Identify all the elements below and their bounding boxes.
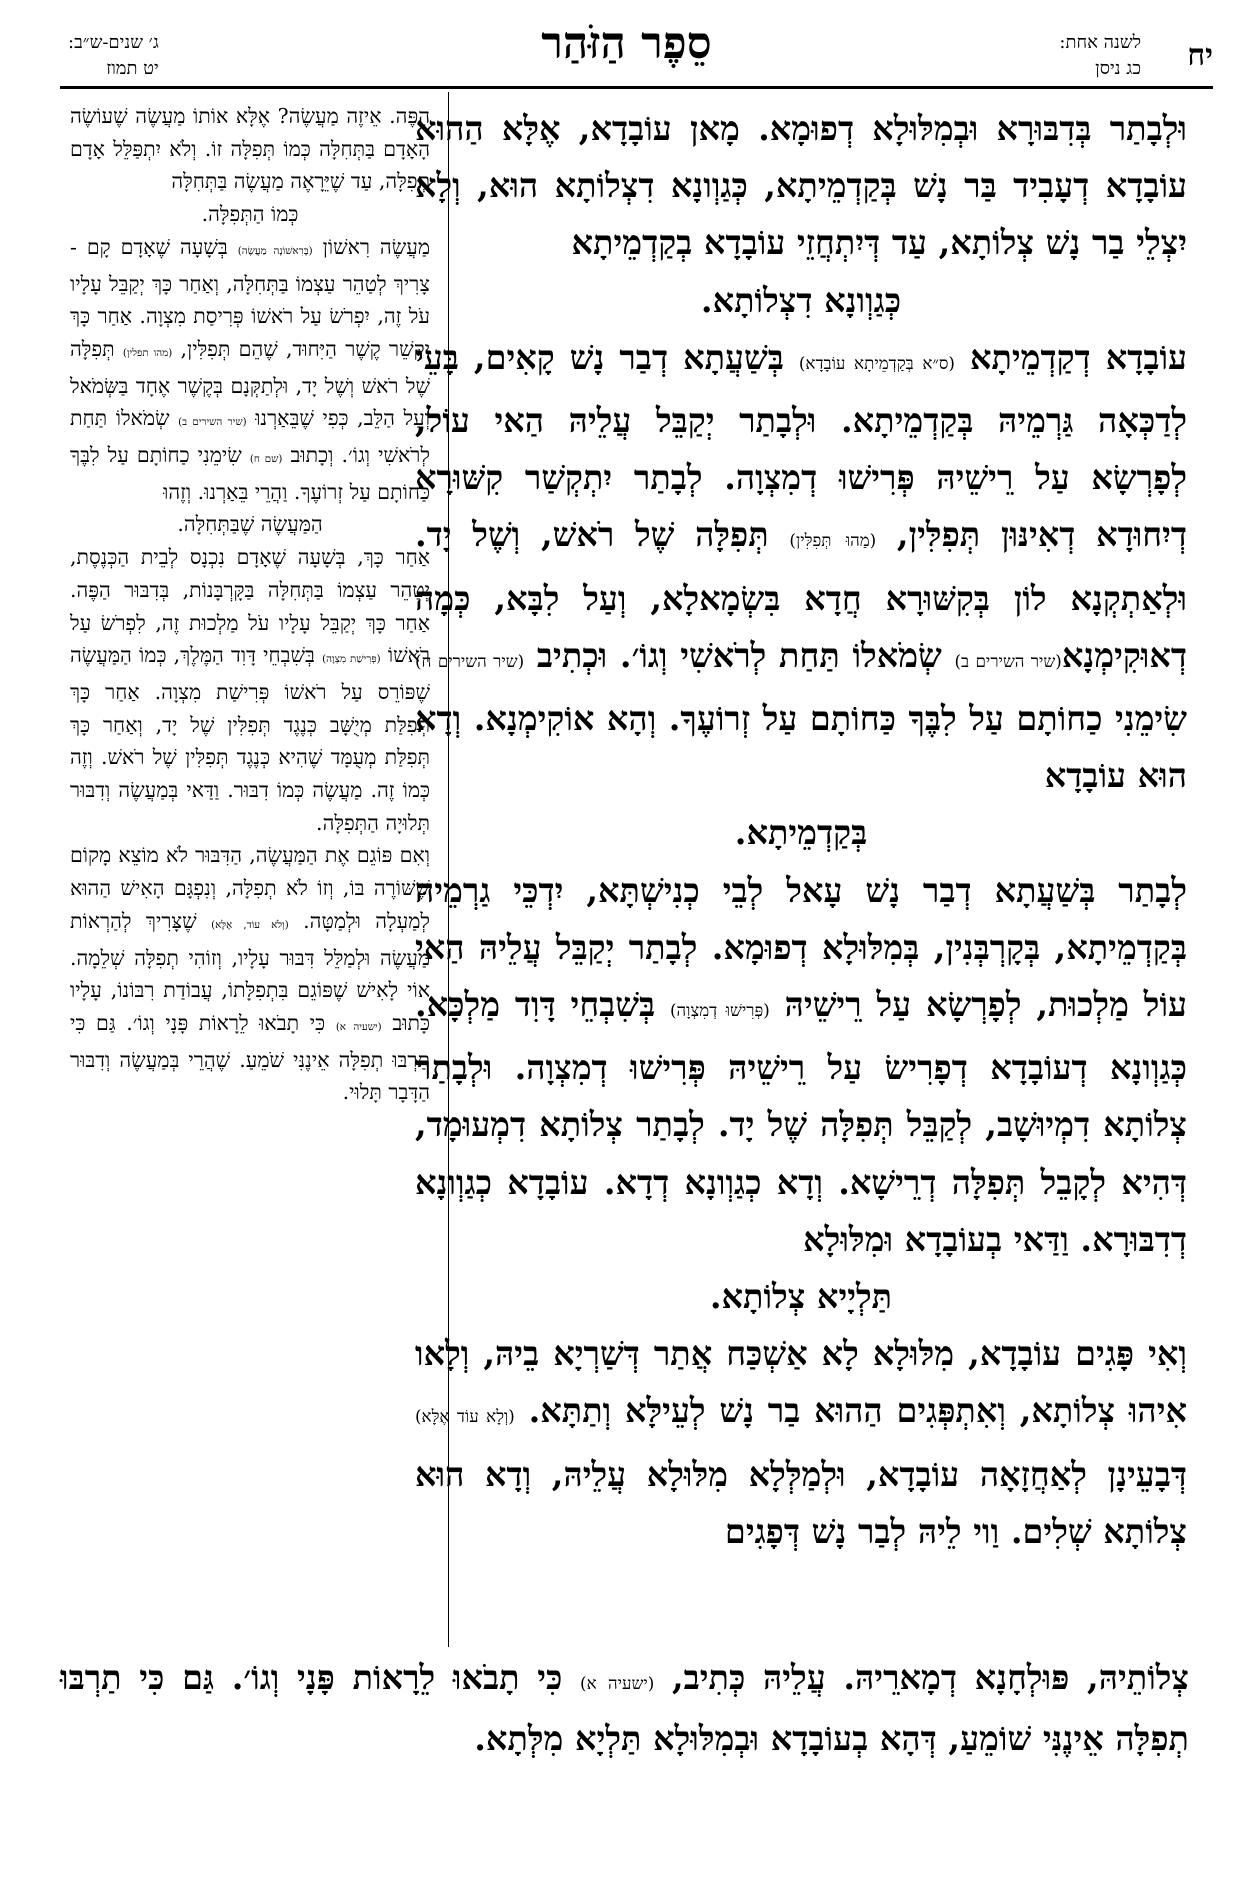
header-schedule-one-year-date: כג ניסן [1095,58,1141,79]
side-text: שִׂימֵנִי כַחוֹתָם עַל לִבֶּךָ כַּחוֹתָם עַל זְרוֹעֶךָ. וַהֲרֵי בֵּאַרְנוּ. וְזֶהוּ [70,443,430,504]
bottom-text: צְלוֹתֵיהּ, פּוּלְחָנָא דְמָארֵיהּ. עֲלֵיהּ כְּתִיב, [671,1658,1189,1697]
side-paragraph [70,231,430,509]
main-paragraph [415,1325,1187,1560]
side-text: מַעֲשֶׂה רִאשׁוֹן [322,234,430,259]
reference: (וְלָא עוֹד אֶלָּא) [415,1406,515,1427]
header-schedule-one-year-label: לשנה אחת: [1059,32,1141,53]
side-paragraph [70,839,430,1109]
reference: (שם ח) [249,453,283,466]
side-paragraph [70,100,430,198]
main-text: וְאִי פָּגִים עוֹבָדָא, מִלּוּלָא לָא אַשְׁכַּח אֲתַר דְּשַׁרְיָא בֵיהּ, וְלָאו אִיהוּ צְלוֹתָא, וְאִתְפְּגִים הַהוּא בַר נָשׁ לְעֵילָּא וְתַתָּא. [415,1334,1187,1431]
main-paragraph [415,100,1187,272]
main-text: לְבָתַר בְּשַׁעֲתָא דְבַר נָשׁ עָאל לְבֵי כְנִישְׁתָּא, יִדְכֵּי גַרְמֵיהּ בְּקַדְמֵיתָא, בְּקָרְבְּנִין, בְּמִלּוּלָא דְפוּמָא. לְבָתַר יְקַבֵּל עֲלֵיהּ הַאי עוֹל מַלְכוּת, לְפָרְשָׂא עַל רֵישֵׁיהּ [415,870,1187,1025]
reference: (שיר השירים ב) [178,416,247,429]
side-paragraph-end: הַמַּעֲשֶׂה שֶׁבַּתְּחִלָּה. [177,512,323,537]
main-text: וּלְבָתַר בְּדִבּוּרָא וּבְמִלּוּלָא דְפוּמָא. מָאן עוֹבָדָא, אֶלָּא הַהוּא עוֹבָדָא דְעָבִיד בַּר נָשׁ בְּקַדְמֵיתָא, כְּגַוְונָא דִצְלוֹתָא הוּא, וְלָא יִצְלֵי בַר נָשׁ צְלוֹתָא, עַד דְּיִתְחֲזֵי עוֹבָדָא בְקַדְמֵיתָא [415,109,1187,263]
reference: (ס״א בְּקַדְמֵיתָא עוֹבָדָא) [798,352,955,373]
main-text: דְּבָעֵינָן לְאַחֲזָאָה עוֹבָדָא, וּלְמַלְּלָא מִלּוּלָא עֲלֵיהּ, וְדָא הוּא צְלוֹתָא שְׁלִים. וַוי לֵיהּ לְבַר נָשׁ דְּפָגִים [415,1454,1187,1551]
main-paragraph [415,862,1187,1268]
side-text: וְאִם פּוֹגֵם אֶת הַמַּעֲשֶׂה, הַדִּבּוּר לֹא מוֹצֵא מָקוֹם שֶׁשּׁוֹרֶה בּוֹ, וְזוֹ לֹא תְפִלָּה, וְנִפְגָּם הָאִישׁ הַהוּא לְמַעְלָה וּלְמַטָּה. [70,843,430,933]
main-text: שִׂימֵנִי כַחוֹתָם עַל לִבֶּךָ כַּחוֹתָם עַל זְרוֹעֶךָ. וְהָא אוֹקִימְנָא. וְדָא הוּא עוֹבָדָא [415,699,1187,796]
side-paragraph [70,541,430,839]
reference: (מהו תפלין) [122,346,173,359]
bottom-paragraph [60,1650,1189,1767]
main-text: עוֹבָדָא דְקַדְמֵיתָא [969,337,1187,377]
main-paragraph-end: תַּלְיָיא צְלוֹתָא. [709,1277,893,1317]
main-text: בְּשַׁעֲתָא דְבַר נָשׁ קָאִים, בָּעֵי לְדַכְּאָה גַּרְמֵיהּ בְּקַדְמֵיתָא. וּלְבָתַר יְקַבֵּל עֲלֵיהּ הַאי עוֹל, לְפָרְשָׂא עַל רֵישֵׁיהּ פְּרִישׁוּ דְמִצְוָה. לְבָתַר יִתְקְשַׁר קִשּׁוּרָא דְיִחוּדָא דְאִינּוּן תְּפִלִּין, [415,337,1187,555]
main-text: תְּפִלָּה שֶׁל רֹאשׁ, וְשֶׁל יָד. וּלְאַתְקְנָא לוֹן בְּקִשּׁוּרָא חֲדָא בִּשְׂמָאלָא, וְעַל לִבָּא, כְּמָה דְאוּקִימְנָא [415,515,1187,675]
reference: (ישעיה א) [335,1020,382,1033]
reference: (בָּרִאשׁוֹנָה מַעֲשֶׂה) [237,244,313,257]
side-text: בְּשָׁעָה שֶׁאָדָם קָם - צָרִיךְ לְטַהֵר עַצְמוֹ בַּתְּחִלָּה, וְאַחַר כָּךְ יְקַבֵּל עָלָיו עֹל זֶה, יִפְרֹשׂ עַל רֹאשׁוֹ פְּרִיסַת מִצְוָה. אַחַר כָּךְ יִקָּשֵׁר קֶשֶׁר הַיִּחוּד, שֶׁהֵם תְּפִלִּין, [70,234,430,361]
reference: (פְּרִישׁוּ דְמִצְוָה) [670,1000,770,1021]
page-title: סֵפֶר הַזֹּהַר [541,18,712,69]
bottom-text-aramaic [60,1650,1189,1767]
bottom-text: כִּי תָבֹאוּ לֵרָאוֹת פָּנָי וְגוֹ׳. גַּם כִּי תַרְבּוּ תְפִלָּה אֵינֶנִּי שׁוֹמֵעַ, דְּהָא בְעוֹבָדָא וּבְמִלּוּלָא תַּלְיָא מִלְּתָא. [60,1658,1189,1758]
header-schedule-three-years [68,30,159,82]
side-text: בְּשִׁבְחֵי דָּוִד הַמֶּלֶךְ, כְּמוֹ הַמַּעֲשֶׂה שֶׁפּוֹרֵס עַל רֹאשׁוֹ פְּרִישַׁת מִצְוָה. אַחַר כָּךְ תְּפִלַּת מְיֻשָּׁב כְּנֶגֶד תְּפִלִּין שֶׁל יָד, וְאַחַר כָּךְ תְּפִלַּת מְעֻמָּד שֶׁהִיא כְּנֶגֶד תְּפִלִּין שֶׁל רֹאשׁ. וְזֶה כְּמוֹ זֶה. מַעֲשֶׂה כְּמוֹ דִבּוּר. וַדַּאי בְּמַעֲשֶׂה וְדִבּוּר תְּלוּיָה הַתְּפִלָּה. [70,643,430,835]
reference: (שיר השירים ח) [415,650,525,671]
reference: (פְּרִישַׁת מִצְוָה) [322,653,381,666]
reference: (וְלֹא עוֹד, אֶלָּא) [211,918,289,931]
side-text: הַפֶּה. אֵיזֶה מַעֲשֶׂה? אֶלָּא אוֹתוֹ מַעֲשֶׂה שֶׁעוֹשֶׂה הָאָדָם בַּתְּחִלָּה כְּמוֹ תְּפִלָּה זוֹ. וְלֹא יִתְפַּלֵּל אָדָם תְּפִלָּה, עַד שֶׁיֵּרָאֶה מַעֲשֶׂה בַּתְּחִלָּה [70,104,430,194]
side-text-translation [70,100,430,1109]
reference: (ישעיה א) [580,1673,655,1693]
header-schedule-three-years-label: ג׳ שנים-ש״ב: [68,32,159,53]
side-text: אַחַר כָּךְ, בְּשָׁעָה שֶׁאָדָם נִכְנָס לְבֵית הַכְּנֶסֶת, יְטַהֵר עַצְמוֹ בַּתְּחִלָּה בַּקָּרְבָּנוֹת, בְּדִבּוּר הַפֶּה. אַחַר כָּךְ יְקַבֵּל עָלָיו עֹל מַלְכוּת זֶה, לִפְרֹשׂ עַל רֹאשׁוֹ [70,545,430,668]
side-text: שְׂמֹאלוֹ תַּחַת לְרֹאשִׁי וְגוֹ׳. וְכָתוּב [70,406,430,468]
reference: (מַהוּ תְּפִלִּין) [789,530,877,551]
page-number: יח [1187,38,1213,73]
main-paragraph [415,329,1187,805]
main-text: שְׂמֹאלוֹ תַּחַת לְרֹאשִׁי וְגוֹ׳. וּכְתִיב [536,635,942,675]
side-paragraph-end: כְּמוֹ הַתְּפִלָּה. [201,202,299,227]
main-paragraph-end: כְּגַוְונָא דִצְלוֹתָא. [700,280,902,320]
side-text: שֶׁצָּרִיךְ לְהַרְאוֹת מַעֲשֶׂה וּלְמַלֵּל דִּבּוּר עָלָיו, וְזוֹהִי תְפִלָּה שְׁלֵמָה. אוֹי לָאִישׁ שֶׁפּוֹגֵם בִּתְפִלָּתוֹ, עֲבוֹדַת רִבּוֹנוֹ, עָלָיו כָּתוּב [70,908,430,1035]
main-text-aramaic [415,100,1187,1560]
main-text: בְּשִׁבְחֵי דָּוִד מַלְכָּא. כְּגַוְונָא דְעוֹבָדָא דְפָרִישׂ עַל רֵישֵׁיהּ פְּרִישׁוּ דְמִצְוָה. וּלְבָתַר צְלוֹתָא דִמְיוּשָׁב, לְקַבֵּל תְּפִלָּה שֶׁל יָד. לְבָתַר צְלוֹתָא דִמְעוּמָד, דְּהִיא לְקָבֵל תְּפִלָּה דְרֵישָׁא. וְדָא כְגַוְונָא דְדָא. עוֹבָדָא כְגַוְונָא דְדִבּוּרָא. וַדַּאי בְעוֹבָדָא וּמִלּוּלָא [415,985,1187,1259]
header-schedule-three-years-date: יט תמוז [106,58,159,79]
reference: (שיר השירים ב) [954,650,1062,671]
side-text: תְּפִלָּה שֶׁל רֹאשׁ וְשֶׁל יָד, וּלְתַקְּנָם בְּקֶשֶׁר אֶחָד בַּשְּׂמֹאל וְעַל הַלֵּב, כְּפִי שֶׁבֵּאַרְנוּ [70,336,430,431]
side-text: כִּי תָבֹאוּ לֵרָאוֹת פָּנָי וְגוֹ׳. גַּם כִּי תַרְבּוּ תְפִלָּה אֵינֶנִּי שֹׁמֵעַ. שֶׁהֲרֵי בְּמַעֲשֶׂה וְדִבּוּר הַדָּבָר תָּלוּי. [70,1010,430,1105]
header-rule [60,86,1213,89]
main-paragraph-end: בְּקַדְמֵיתָא. [734,813,868,853]
